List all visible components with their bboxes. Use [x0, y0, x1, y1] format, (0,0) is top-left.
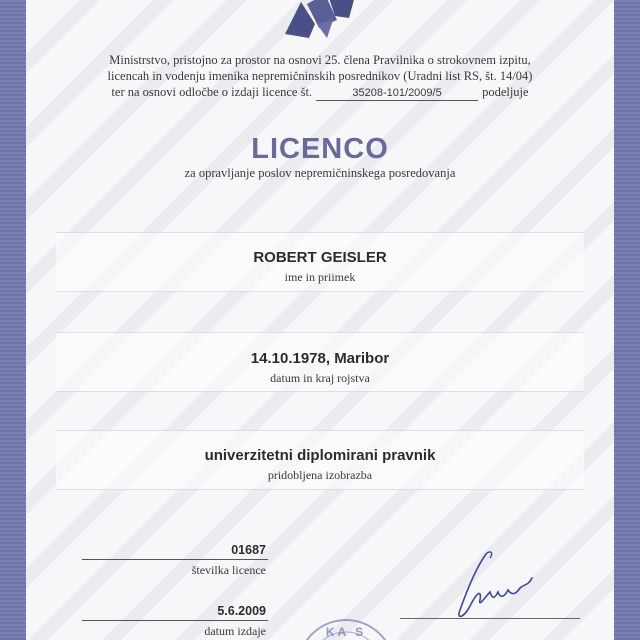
education-caption: pridobljena izobrazba	[267, 468, 373, 482]
intro-line-3-start: ter na osnovi odločbe o izdaji licence št.	[111, 85, 313, 99]
issue-date-caption: datum izdaje	[204, 624, 266, 638]
document-title: LICENCO	[251, 133, 389, 165]
education-value: univerzitetni diplomirani pravnik	[204, 447, 436, 464]
intro-line-3-end: podeljuje	[482, 85, 529, 99]
holder-field	[26, 249, 614, 285]
certificate-paper	[26, 0, 614, 640]
birth-field	[26, 350, 614, 386]
issue-date-field	[82, 604, 268, 639]
stamp-text: KA S	[325, 625, 367, 639]
license-number-value: 01687	[231, 543, 266, 557]
official-stamp	[281, 598, 411, 640]
left-border	[0, 0, 26, 640]
birth-caption: datum in kraj rojstva	[270, 371, 370, 385]
intro-text	[26, 52, 614, 101]
issue-date-rule	[82, 620, 268, 621]
education-field	[26, 447, 614, 483]
intro-line-3	[26, 84, 614, 101]
ministry-emblem-icon	[281, 0, 361, 44]
holder-name: ROBERT GEISLER	[253, 249, 387, 266]
holder-caption: ime in priimek	[284, 270, 356, 284]
license-number-rule	[82, 559, 268, 560]
decision-number: 35208-101/2009/5	[316, 87, 478, 101]
issue-date-value: 5.6.2009	[217, 604, 266, 618]
right-border	[614, 0, 640, 640]
intro-line-2: licencah in vodenju imenika nepremičninskih posrednikov (Uradni list RS, št. 14/04)	[107, 69, 533, 83]
license-number-field	[82, 543, 268, 578]
signature-icon	[436, 548, 546, 628]
intro-line-1: Ministrstvo, pristojno za prostor na osnovi 25. člena Pravilnika o strokovnem izpitu,	[109, 53, 531, 67]
birth-value: 14.10.1978, Maribor	[250, 350, 390, 367]
license-number-caption: številka licence	[191, 563, 266, 577]
signature-line	[400, 618, 580, 619]
document-subtitle: za opravljanje poslov nepremičninskega posredovanja	[184, 166, 456, 180]
